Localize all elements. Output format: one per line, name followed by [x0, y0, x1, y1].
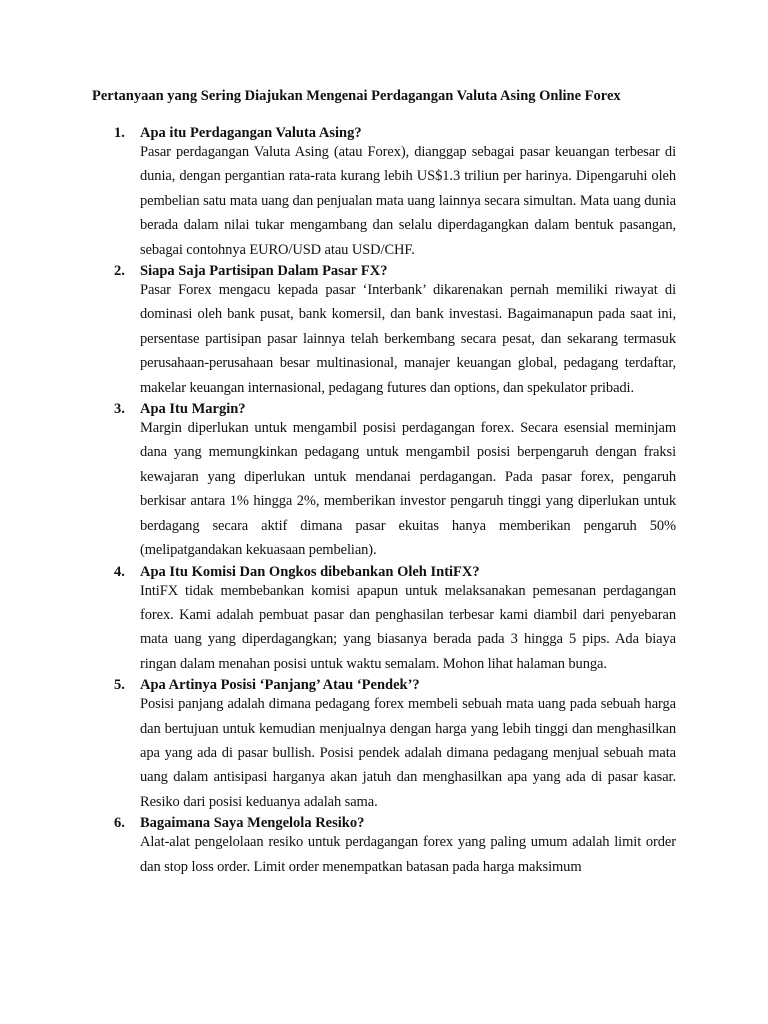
faq-item [92, 563, 676, 677]
answer-paragraph: Margin diperlukan untuk mengambil posisi perdagangan forex. Secara esensial meminjam dana yang memungkinkan pedagang untuk mengambil posisi berpengaruh dengan fraksi kewajaran yang diperlukan untuk mendanai perdagangan. Pada pasar forex, pengaruh berkisar antara 1% hingga 2%, memberikan investor pengaruh tinggi yang diperlukan untuk berdagang secara aktif dimana pasar ekuitas hanya memberikan pengaruh 50% (melipatgandakan kekuasaan pembelian). [140, 420, 676, 559]
faq-list [92, 124, 676, 879]
item-number: 2. [114, 263, 125, 280]
item-number: 1. [114, 125, 125, 141]
faq-item [92, 814, 676, 879]
faq-item [92, 262, 676, 400]
question-heading: Apa itu Perdagangan Valuta Asing? [140, 125, 362, 141]
answer-paragraph: Alat-alat pengelolaan resiko untuk perdagangan forex yang paling umum adalah limit order dan stop loss order. Limit order menempatkan batasan pada harga maksimum [140, 834, 676, 875]
item-number: 4. [114, 563, 125, 580]
answer-paragraph: Posisi panjang adalah dimana pedagang forex membeli sebuah mata uang pada sebuah harga dan bertujuan untuk kemudian menjualnya dengan harga yang lebih tinggi dan menghasilkan apa yang ada di pasar bullish. Posisi pendek adalah dimana pedagang menjual sebuah mata uang dalam antisipasi harganya akan jatuh dan menghasilkan apa yang ada di pasar kasar. Resiko dari posisi keduanya adalah sama. [140, 696, 676, 810]
item-number: 6. [114, 815, 125, 832]
faq-item [92, 676, 676, 814]
document-title: Pertanyaan yang Sering Diajukan Mengenai Perdagangan Valuta Asing Online Forex [92, 88, 621, 104]
answer-paragraph: Pasar Forex mengacu kepada pasar ‘Interbank’ dikarenakan pernah memiliki riwayat di dominasi oleh bank pusat, bank komersil, dan bank investasi. Bagaimanapun pada saat ini, persentase partisipan pasar lainnya telah berkembang secara pesat, dan sekarang termasuk perusahaan-perusahaan besar multinasional, manajer keuangan global, pedagang terdaftar, makelar keuangan internasional, pedagang futures dan options, dan spekulator pribadi. [140, 282, 676, 396]
question-heading: Apa Itu Komisi Dan Ongkos dibebankan Oleh IntiFX? [140, 563, 480, 580]
question-heading: Bagaimana Saya Mengelola Resiko? [140, 815, 365, 832]
answer-paragraph: Pasar perdagangan Valuta Asing (atau Forex), dianggap sebagai pasar keuangan terbesar di dunia, dengan pergantian rata-rata kurang lebih US$1.3 triliun per harinya. Dipengaruhi oleh pembelian satu mata uang dan penjualan mata uang lainnya secara simultan. Mata uang dunia berada dalam nilai tukar mengambang dan selalu diperdagangkan dalam bentuk pasangan, sebagai contohnya EURO/USD atau USD/CHF. [140, 144, 676, 258]
faq-item [92, 400, 676, 562]
question-heading: Apa Itu Margin? [140, 401, 246, 418]
question-heading: Apa Artinya Posisi ‘Panjang’ Atau ‘Pendek’? [140, 677, 420, 694]
item-number: 3. [114, 401, 125, 418]
question-heading: Siapa Saja Partisipan Dalam Pasar FX? [140, 263, 388, 280]
faq-item [92, 124, 676, 262]
item-number: 5. [114, 677, 125, 694]
answer-paragraph: IntiFX tidak membebankan komisi apapun untuk melaksanakan pemesanan perdagangan forex. Kami adalah pembuat pasar dan penghasilan terbesar kami diambil dari penyebaran mata uang yang diperdagangkan; yang biasanya berada pada 3 hingga 5 pips. Ada biaya ringan dalam menahan posisi untuk waktu semalam. Mohon lihat halaman bunga. [140, 582, 676, 672]
